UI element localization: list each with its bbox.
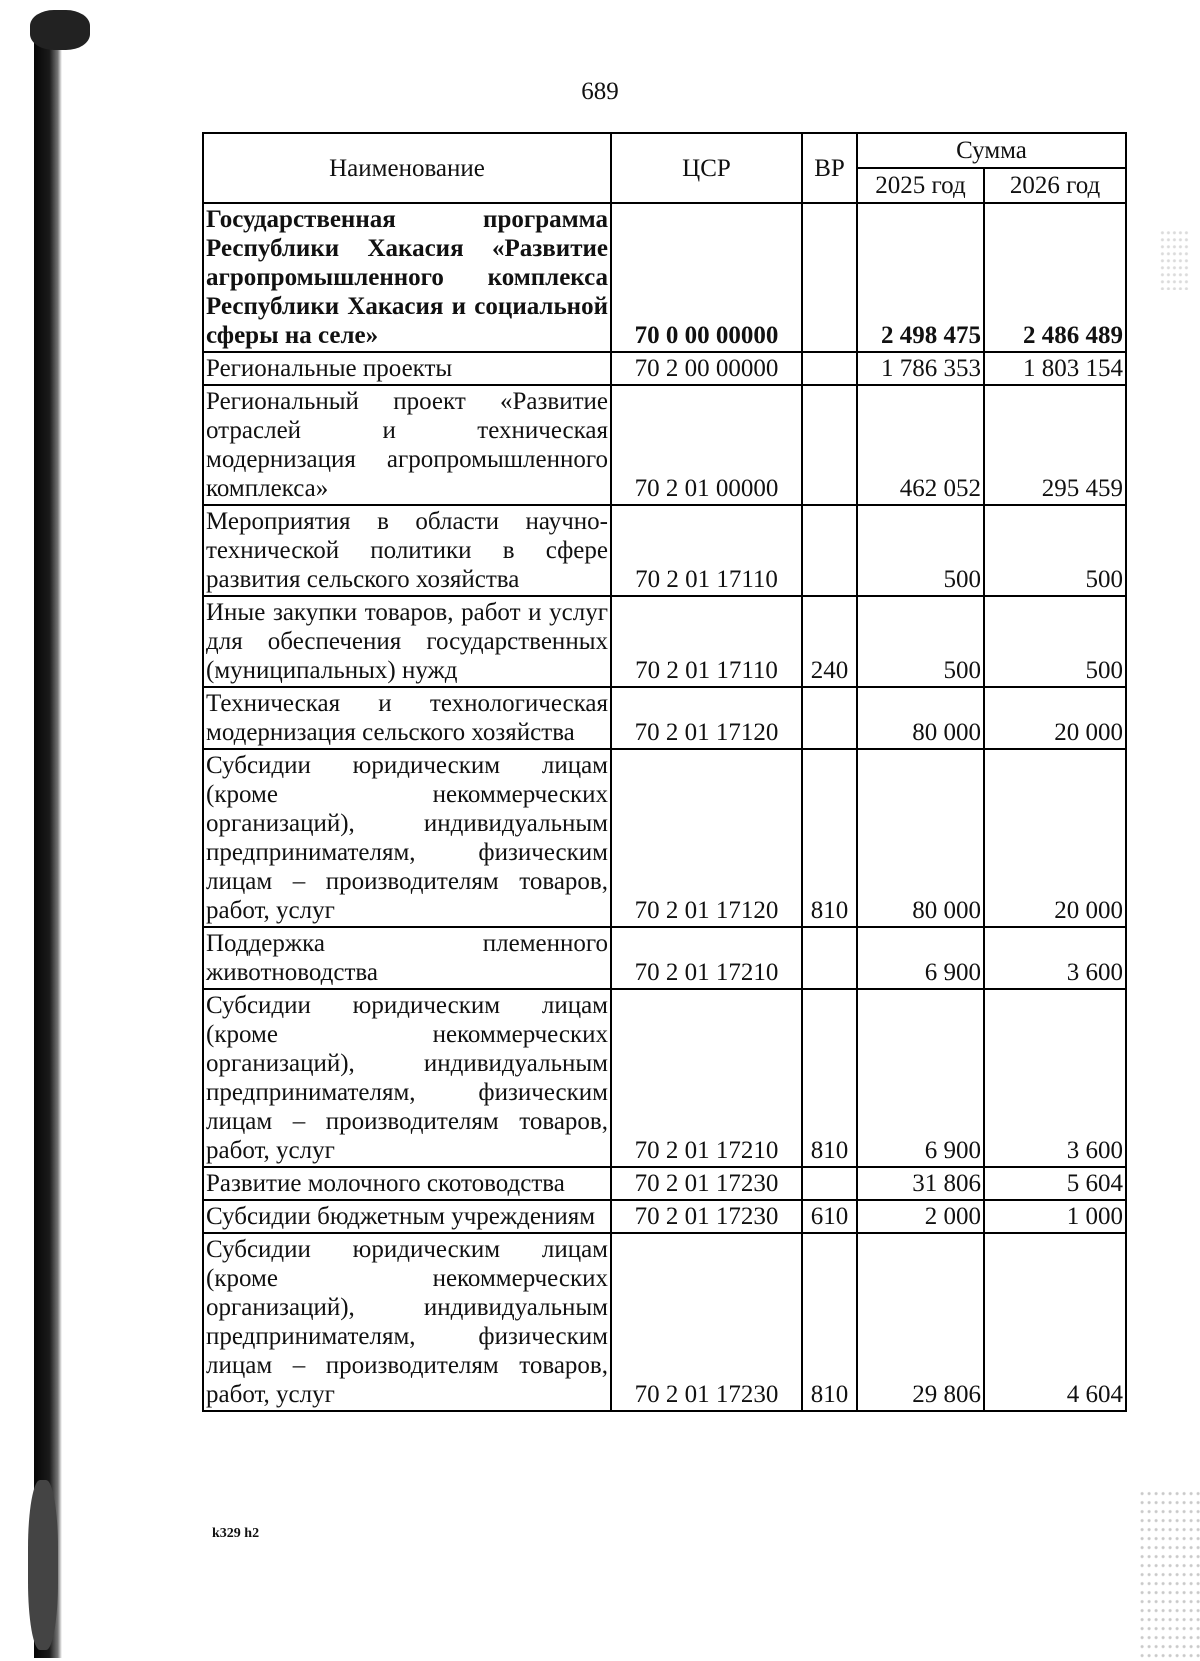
row-csr: 70 0 00 00000 (611, 203, 802, 352)
row-sum-2025: 462 052 (857, 385, 984, 505)
row-sum-2026: 20 000 (984, 687, 1126, 749)
table-row (203, 352, 1126, 385)
row-name: Иные закупки товаров, работ и услуг для обеспечения государственных (муниципальных) нужд (203, 596, 611, 687)
row-vr (802, 352, 857, 385)
row-vr (802, 927, 857, 989)
row-name: Техническая и технологическая модернизация сельского хозяйства (203, 687, 611, 749)
row-sum-2026: 500 (984, 596, 1126, 687)
scan-artifact-right (1140, 1490, 1200, 1660)
row-sum-2025: 29 806 (857, 1233, 984, 1411)
row-name: Региональный проект «Развитие отраслей и техническая модернизация агропромышленного комплекса» (203, 385, 611, 505)
row-sum-2026: 1 803 154 (984, 352, 1126, 385)
table-row (203, 1200, 1126, 1233)
header-year-2026: 2026 год (984, 168, 1126, 203)
row-vr: 610 (802, 1200, 857, 1233)
row-sum-2026: 1 000 (984, 1200, 1126, 1233)
row-csr: 70 2 01 17210 (611, 989, 802, 1167)
table-row (203, 749, 1126, 927)
row-csr: 70 2 01 00000 (611, 385, 802, 505)
header-year-2025: 2025 год (857, 168, 984, 203)
row-vr (802, 687, 857, 749)
header-sum: Сумма (857, 133, 1126, 168)
table-row (203, 989, 1126, 1167)
table-row (203, 927, 1126, 989)
row-vr (802, 385, 857, 505)
table-row (203, 385, 1126, 505)
row-csr: 70 2 01 17110 (611, 505, 802, 596)
table-row (203, 505, 1126, 596)
row-csr: 70 2 01 17110 (611, 596, 802, 687)
row-sum-2025: 80 000 (857, 749, 984, 927)
row-name: Мероприятия в области научно-технической политики в сфере развития сельского хозяйства (203, 505, 611, 596)
row-name: Развитие молочного скотоводства (203, 1167, 611, 1200)
row-sum-2026: 295 459 (984, 385, 1126, 505)
row-name: Субсидии юридическим лицам (кроме некоммерческих организаций), индивидуальным предпринимателям, физическим лицам – производителям товаров, работ, услуг (203, 749, 611, 927)
row-vr (802, 505, 857, 596)
scan-artifact-left (0, 0, 34, 1661)
row-name: Государственная программа Республики Хакасия «Развитие агропромышленного комплекса Республики Хакасия и социальной сферы на селе» (203, 203, 611, 352)
row-csr: 70 2 01 17120 (611, 687, 802, 749)
row-sum-2025: 500 (857, 596, 984, 687)
row-csr: 70 2 01 17120 (611, 749, 802, 927)
row-sum-2026: 3 600 (984, 989, 1126, 1167)
row-sum-2026: 3 600 (984, 927, 1126, 989)
footer-code: k329 h2 (212, 1526, 260, 1541)
row-sum-2026: 5 604 (984, 1167, 1126, 1200)
row-vr: 810 (802, 989, 857, 1167)
row-vr: 810 (802, 749, 857, 927)
row-sum-2025: 2 000 (857, 1200, 984, 1233)
row-sum-2025: 2 498 475 (857, 203, 984, 352)
row-csr: 70 2 01 17230 (611, 1200, 802, 1233)
row-sum-2025: 6 900 (857, 989, 984, 1167)
row-sum-2025: 80 000 (857, 687, 984, 749)
table-row (203, 203, 1126, 352)
row-vr (802, 203, 857, 352)
row-csr: 70 2 01 17230 (611, 1167, 802, 1200)
row-vr: 810 (802, 1233, 857, 1411)
page-number: 689 (581, 78, 619, 105)
row-name: Поддержка племенного животноводства (203, 927, 611, 989)
row-sum-2026: 4 604 (984, 1233, 1126, 1411)
row-sum-2026: 2 486 489 (984, 203, 1126, 352)
table-row (203, 596, 1126, 687)
row-csr: 70 2 01 17230 (611, 1233, 802, 1411)
row-vr: 240 (802, 596, 857, 687)
table-row (203, 1167, 1126, 1200)
row-sum-2025: 1 786 353 (857, 352, 984, 385)
row-sum-2025: 500 (857, 505, 984, 596)
row-vr (802, 1167, 857, 1200)
row-csr: 70 2 01 17210 (611, 927, 802, 989)
row-sum-2026: 500 (984, 505, 1126, 596)
header-name: Наименование (203, 133, 611, 203)
table-row (203, 687, 1126, 749)
row-sum-2025: 31 806 (857, 1167, 984, 1200)
row-name: Субсидии бюджетным учреждениям (203, 1200, 611, 1233)
header-vr: ВР (802, 133, 857, 203)
scan-artifact-right-top (1160, 230, 1190, 290)
row-name: Региональные проекты (203, 352, 611, 385)
row-name: Субсидии юридическим лицам (кроме некоммерческих организаций), индивидуальным предпринимателям, физическим лицам – производителям товаров, работ, услуг (203, 989, 611, 1167)
row-name: Субсидии юридическим лицам (кроме некоммерческих организаций), индивидуальным предпринимателям, физическим лицам – производителям товаров, работ, услуг (203, 1233, 611, 1411)
row-sum-2025: 6 900 (857, 927, 984, 989)
budget-table (202, 132, 1127, 1412)
table-header (203, 133, 1126, 203)
row-sum-2026: 20 000 (984, 749, 1126, 927)
header-csr: ЦСР (611, 133, 802, 203)
table-row (203, 1233, 1126, 1411)
row-csr: 70 2 00 00000 (611, 352, 802, 385)
